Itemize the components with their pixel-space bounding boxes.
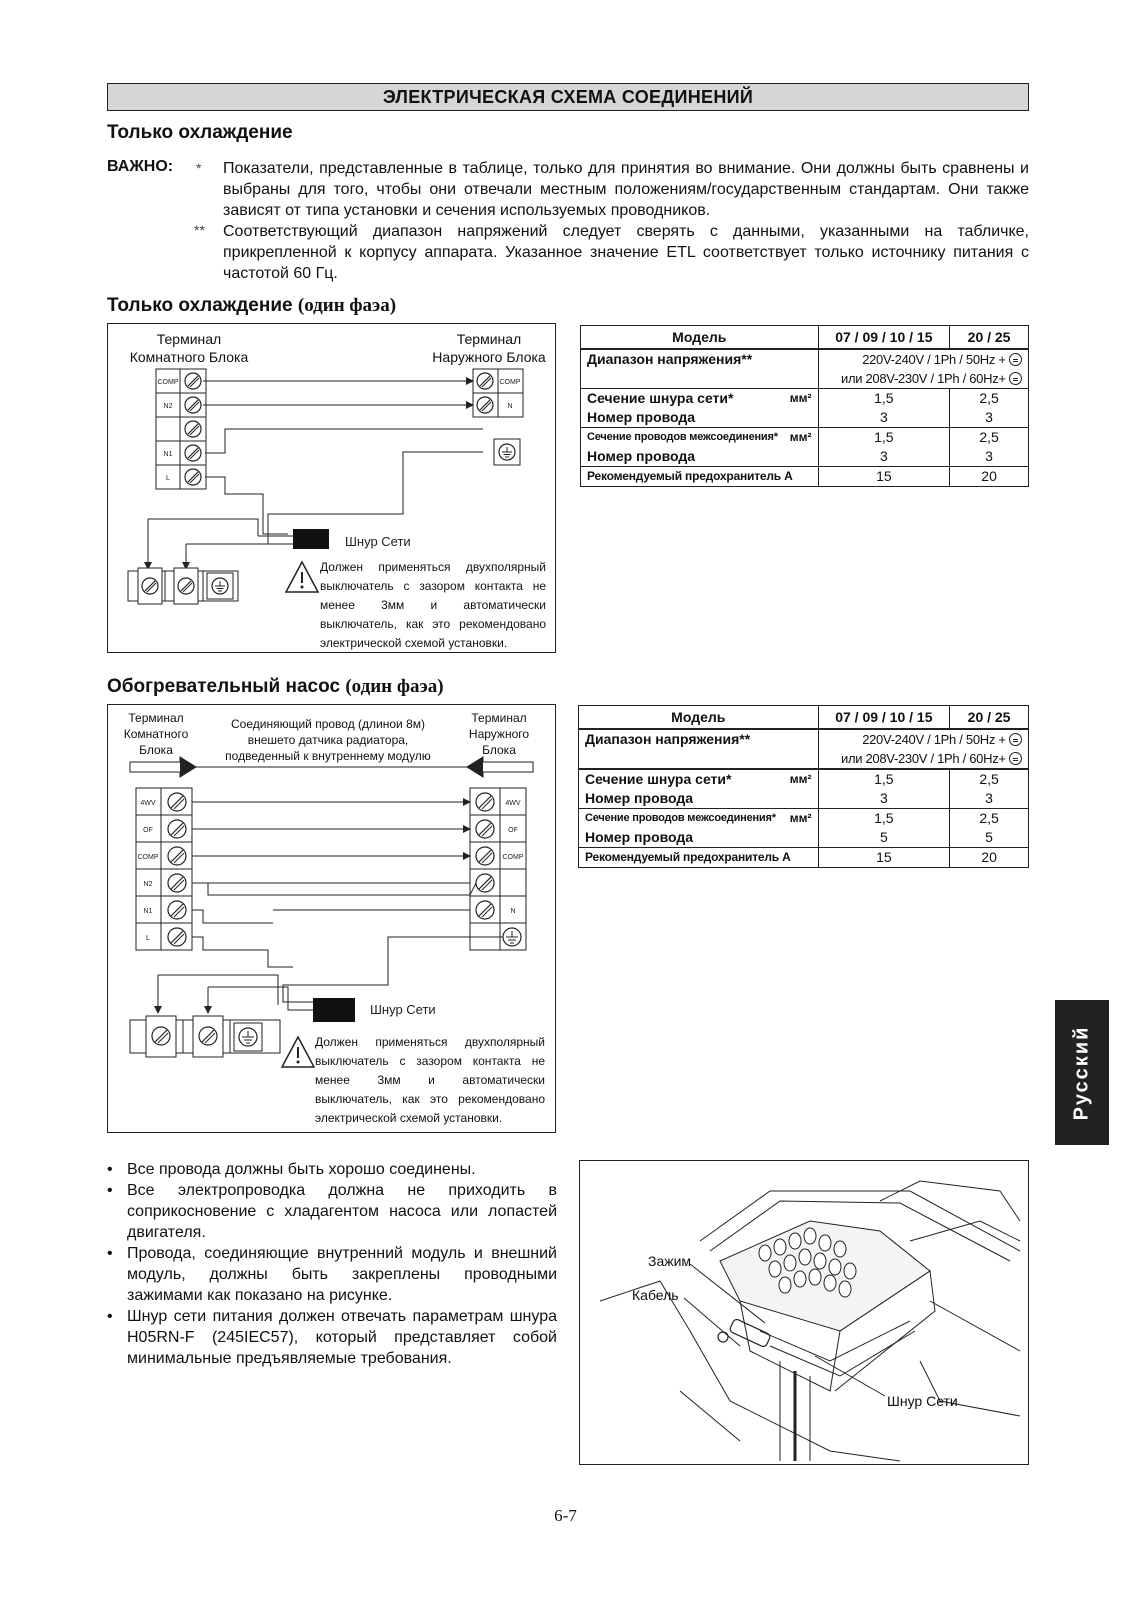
outdoor-terminal-comp: COMP xyxy=(499,379,521,386)
inter-label: Сечение проводов межсоединения* xyxy=(587,431,778,443)
hp-indoor-comp: COMP xyxy=(137,854,159,861)
inter-label: Сечение проводов межсоединения* xyxy=(585,812,776,824)
heatpump-title-paren: (один фаэа) xyxy=(345,676,444,697)
fuse-small: 15 xyxy=(818,848,950,868)
cooling-title xyxy=(107,295,396,317)
cord-small-num: 3 xyxy=(879,790,888,806)
language-tab-label: Русский xyxy=(1070,1025,1093,1120)
important-label: ВАЖНО: xyxy=(107,158,174,175)
hp-warning-text: Должен применяться двухполярный выключатель с зазором контакта не менее 3мм и автоматически выключатель, как это рекомендовано электрической схемой установки. xyxy=(315,1035,545,1125)
cord-large-section: 2,5 xyxy=(979,390,999,406)
outdoor-terminal-block xyxy=(470,788,526,950)
ground-icon xyxy=(1009,752,1022,765)
col-large: 20 / 25 xyxy=(950,326,1029,350)
cord-small-section: 1,5 xyxy=(874,390,894,406)
cord-small-section: 1,5 xyxy=(874,771,894,787)
indoor-terminal-block xyxy=(136,788,192,950)
heatpump-wires xyxy=(158,802,503,1013)
hp-outdoor-of: OF xyxy=(508,827,518,834)
cooling-title-text: Только охлаждение xyxy=(107,295,293,316)
hp-connector-label: Соединяющий провод (длинои 8м) внешето датчика радиатора, подведенный к внутреннему модулю xyxy=(225,717,431,763)
inter-small-section: 1,5 xyxy=(874,429,894,445)
cord-section-label: Сечение шнура сети* xyxy=(587,390,734,406)
cooling-title-paren: (один фаэа) xyxy=(297,295,397,316)
cooling-indoor-label: Терминал Комнатного Блока xyxy=(129,331,249,365)
fuse-label: Рекомендуемый предохранитель А xyxy=(579,848,819,868)
heatpump-title-text: Обогревательный насос xyxy=(107,676,341,697)
cooling-cord-label: Шнур Сети xyxy=(345,534,411,549)
voltage-values xyxy=(818,349,1028,389)
cord-large-num: 3 xyxy=(985,790,993,806)
indoor-terminal-l: L xyxy=(166,475,170,482)
hp-indoor-n1: N1 xyxy=(143,908,153,915)
heatpump-spec-table xyxy=(578,705,1029,868)
inter-small-section: 1,5 xyxy=(874,810,894,826)
hp-indoor-l: L xyxy=(146,935,150,942)
indoor-terminal-block xyxy=(156,369,206,489)
list-item: • Шнур сети питания должен отвечать параметрам шнура H05RN-F (245IEC57), который представляет собой минимальные предъявляемые требования. xyxy=(107,1308,557,1367)
list-item: • Все электропроводка должна не приходить в соприкосновение с хладагентом насоса или лопастей двигателя. xyxy=(107,1182,557,1241)
breaker-block xyxy=(128,568,238,604)
fuse-large: 20 xyxy=(950,467,1029,487)
bullet-text: Провода, соединяющие внутренний модуль и внешний модуль, должны быть закреплены проводными зажимами как показано на рисунке. xyxy=(127,1245,557,1304)
warning-icon xyxy=(286,562,318,592)
col-model: Модель xyxy=(581,326,819,350)
ground-icon xyxy=(1009,372,1022,385)
power-cord-block xyxy=(313,998,355,1022)
ground-icon xyxy=(1009,353,1022,366)
hp-indoor-label: Терминал Комнатного Блока xyxy=(123,711,189,757)
ground-icon xyxy=(1009,733,1022,746)
page-number: 6-7 xyxy=(554,1506,577,1525)
hp-indoor-n2: N2 xyxy=(143,881,153,888)
cord-section-cell xyxy=(579,769,819,809)
language-tab xyxy=(1055,1000,1109,1145)
cooling-outdoor-label: Терминал Наружного Блока xyxy=(432,331,546,365)
outdoor-terminal-n: N xyxy=(507,403,513,410)
inter-large-num: 5 xyxy=(985,829,993,845)
cord-section-label: Сечение шнура сети* xyxy=(585,771,732,787)
cooling-wiring-diagram xyxy=(107,323,556,653)
power-cord-block xyxy=(293,529,329,549)
list-item: • Все провода должны быть хорошо соединены. xyxy=(107,1161,476,1178)
indoor-terminal-n1: N1 xyxy=(163,451,173,458)
bullet-text: Все электропроводка должна не приходить в соприкосновение с хладагентом насоса или лопастей двигателя. xyxy=(127,1182,557,1241)
inter-large-section: 2,5 xyxy=(979,810,999,826)
indoor-terminal-comp: COMP xyxy=(157,379,179,386)
col-small: 07 / 09 / 10 / 15 xyxy=(818,326,950,350)
inter-large-section: 2,5 xyxy=(979,429,999,445)
hp-cord-label: Шнур Сети xyxy=(370,1002,436,1017)
note-star-2: ** xyxy=(194,222,205,238)
hp-outdoor-4wv: 4WV xyxy=(505,800,521,807)
voltage-label: Диапазон напряжения** xyxy=(579,729,819,769)
hp-outdoor-label: Терминал Наружного Блока xyxy=(468,711,530,757)
voltage-values xyxy=(818,729,1028,769)
voltage-line-2: или 208V-230V / 1Ph / 60Hz+ xyxy=(840,751,1006,766)
section-title: Только охлаждение xyxy=(107,122,293,143)
hp-indoor-4wv: 4WV xyxy=(140,800,156,807)
inter-small-num: 3 xyxy=(879,448,888,464)
wire-num-label: Номер провода xyxy=(587,409,696,425)
warning-icon xyxy=(282,1037,314,1067)
inter-small-num: 5 xyxy=(879,829,888,845)
inter-section-cell xyxy=(579,809,819,848)
note-text-2: Соответствующий диапазон напряжений следует сверять с данными, указанными на табличке, прикрепленной к корпусу аппарата. Указанное значение ETL соответствует только источнику питания с частотой 60 Гц. xyxy=(223,223,1029,282)
voltage-label: Диапазон напряжения** xyxy=(581,349,819,389)
voltage-line-2: или 208V-230V / 1Ph / 60Hz+ xyxy=(840,371,1006,386)
inter-unit: мм² xyxy=(789,430,812,444)
cord-large-num: 3 xyxy=(985,409,993,425)
cable-clamp-illustration xyxy=(580,1161,1028,1464)
wire-num-label: Номер провода xyxy=(585,790,694,806)
voltage-line-1: 220V-240V / 1Ph / 50Hz + xyxy=(862,732,1006,747)
clamp-label: Зажим xyxy=(648,1253,692,1269)
hp-outdoor-n: N xyxy=(510,908,516,915)
note-text-1: Показатели, представленные в таблице, только для принятия во внимание. Они должны быть сравнены и выбраны для того, чтобы они отвечали местным положениям/государственным стандартам. Они также зависят от типа установки и сечения используемых проводников. xyxy=(223,160,1029,219)
cord-unit: мм² xyxy=(789,391,812,405)
col-large: 20 / 25 xyxy=(950,706,1029,730)
heatpump-title xyxy=(107,676,444,698)
page-title: ЭЛЕКТРИЧЕСКАЯ СХЕМА СОЕДИНЕНИЙ xyxy=(107,83,1029,111)
col-small: 07 / 09 / 10 / 15 xyxy=(818,706,950,730)
cable-label: Кабель xyxy=(632,1287,679,1303)
cord-small-num: 3 xyxy=(879,409,888,425)
cord-large-section: 2,5 xyxy=(979,771,999,787)
inter-unit: мм² xyxy=(789,811,812,825)
hp-outdoor-comp: COMP xyxy=(502,854,524,861)
inter-section-cell xyxy=(581,428,819,467)
inter-wire-num-label: Номер провода xyxy=(585,829,694,845)
bullet-text: Все провода должны быть хорошо соединены. xyxy=(127,1161,476,1178)
heatpump-wiring-diagram xyxy=(107,704,556,1133)
col-model: Модель xyxy=(579,706,819,730)
bullet-text: Шнур сети питания должен отвечать параметрам шнура H05RN-F (245IEC57), который представляет собой минимальные предъявляемые требования. xyxy=(127,1308,557,1367)
hp-indoor-of: OF xyxy=(143,827,153,834)
cooling-warning-text: Должен применяться двухполярный выключатель с зазором контакта не менее 3мм и автоматически выключатель, как это рекомендовано электрической схемой установки. xyxy=(320,560,546,650)
note-star-1: * xyxy=(196,160,202,176)
fuse-large: 20 xyxy=(950,848,1029,868)
cable-clamp-figure xyxy=(579,1160,1029,1465)
indoor-terminal-n2: N2 xyxy=(163,403,173,410)
cord-unit: мм² xyxy=(789,772,812,786)
breaker-block xyxy=(130,1016,280,1057)
figure-cord-label: Шнур Сети xyxy=(887,1393,958,1409)
fuse-small: 15 xyxy=(818,467,950,487)
instruction-list xyxy=(107,1159,557,1369)
cooling-spec-table xyxy=(580,325,1029,487)
voltage-line-1: 220V-240V / 1Ph / 50Hz + xyxy=(862,352,1006,367)
inter-large-num: 3 xyxy=(985,448,993,464)
fuse-label: Рекомендуемый предохранитель А xyxy=(581,467,819,487)
inter-wire-num-label: Номер провода xyxy=(587,448,696,464)
list-item: • Провода, соединяющие внутренний модуль и внешний модуль, должны быть закреплены проводными зажимами как показано на рисунке. xyxy=(107,1245,557,1304)
cord-section-cell xyxy=(581,389,819,428)
